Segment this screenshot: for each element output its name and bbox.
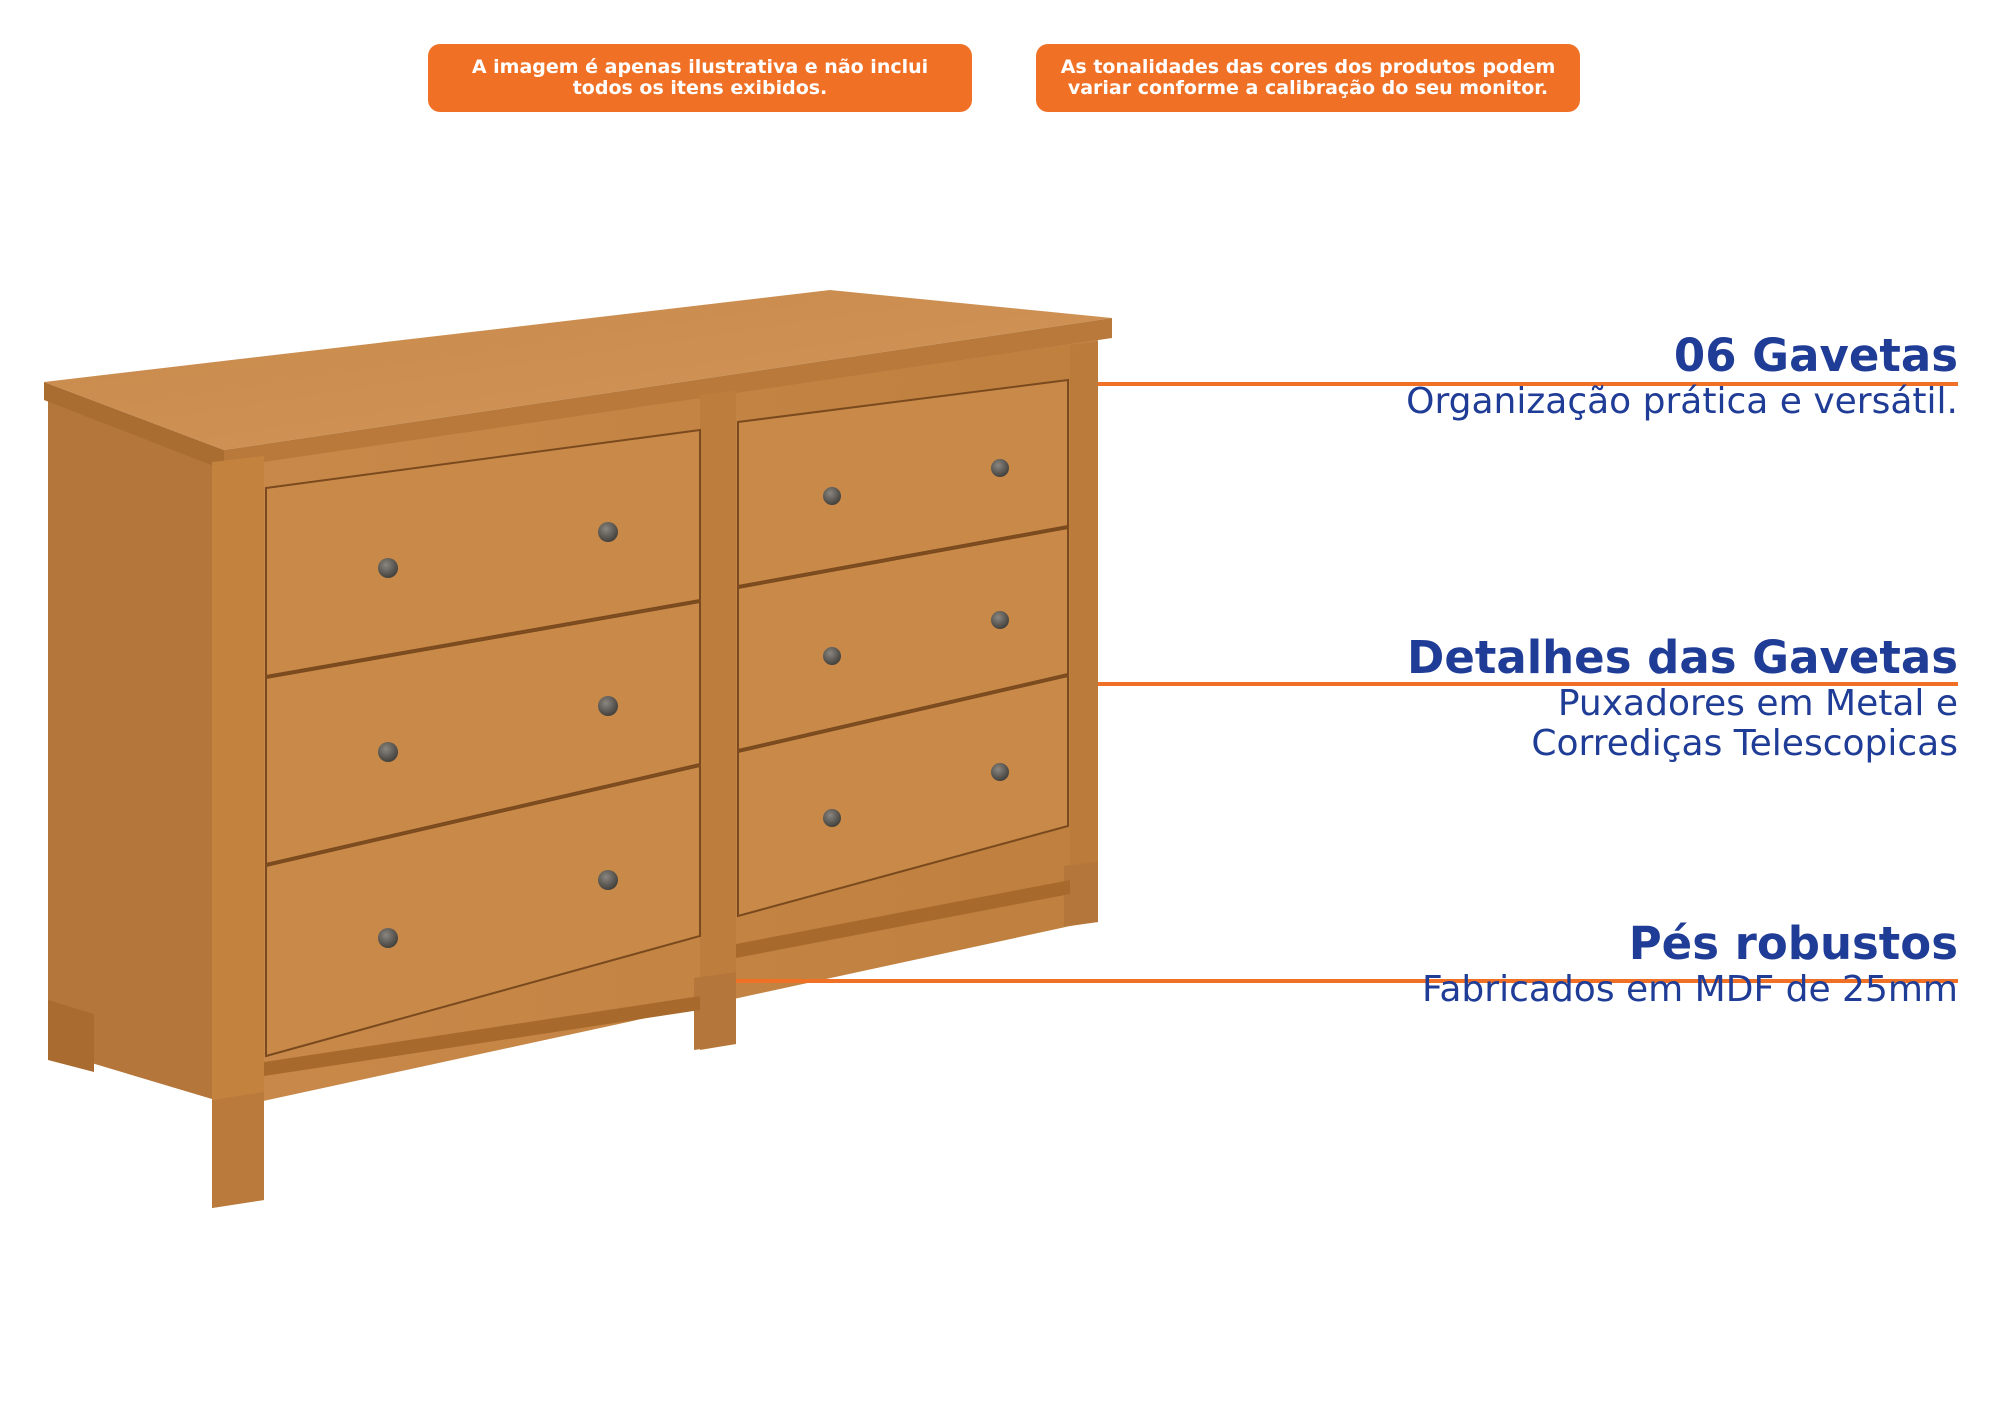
knob-icon: [598, 522, 618, 542]
feature-title: Pés robustos: [1628, 917, 1958, 970]
feature-drawers: [1406, 330, 1958, 422]
knob-icon: [598, 870, 618, 890]
disclaimer-text-line: A imagem é apenas ilustrativa e não inclui: [471, 56, 929, 78]
feature-desc: Fabricados em MDF de 25mm: [1421, 969, 1958, 1010]
knob-icon: [991, 763, 1009, 781]
knob-icon: [823, 487, 841, 505]
dresser-side-panel: [48, 400, 222, 1102]
disclaimer-text-line: todos os itens exibidos.: [572, 77, 828, 99]
feature-title: Detalhes das Gavetas: [1406, 631, 1958, 684]
feature-desc: Organização prática e versátil.: [1406, 381, 1958, 422]
knob-icon: [378, 742, 398, 762]
disclaimer-text-line: variar conforme a calibração do seu monitor.: [1067, 77, 1549, 99]
feature-desc: Puxadores em Metal e: [1557, 683, 1958, 724]
feature-title: 06 Gavetas: [1673, 329, 1958, 382]
feature-desc: Corrediças Telescopicas: [1531, 723, 1958, 764]
knob-icon: [378, 928, 398, 948]
knob-icon: [598, 696, 618, 716]
knob-icon: [378, 558, 398, 578]
dresser-leg-front-center: [694, 972, 736, 1050]
feature-feet: [1422, 918, 1958, 1010]
knob-icon: [823, 809, 841, 827]
dresser-front-stile-right: [1070, 342, 1098, 926]
feature-drawer-details: [1407, 632, 1958, 764]
knob-icon: [991, 459, 1009, 477]
knob-icon: [991, 611, 1009, 629]
knob-icon: [823, 647, 841, 665]
dresser-front-stile-center: [700, 390, 736, 1050]
dresser-leg-front-left: [212, 1092, 264, 1208]
disclaimer-text-line: As tonalidades das cores dos produtos podem: [1060, 56, 1556, 78]
